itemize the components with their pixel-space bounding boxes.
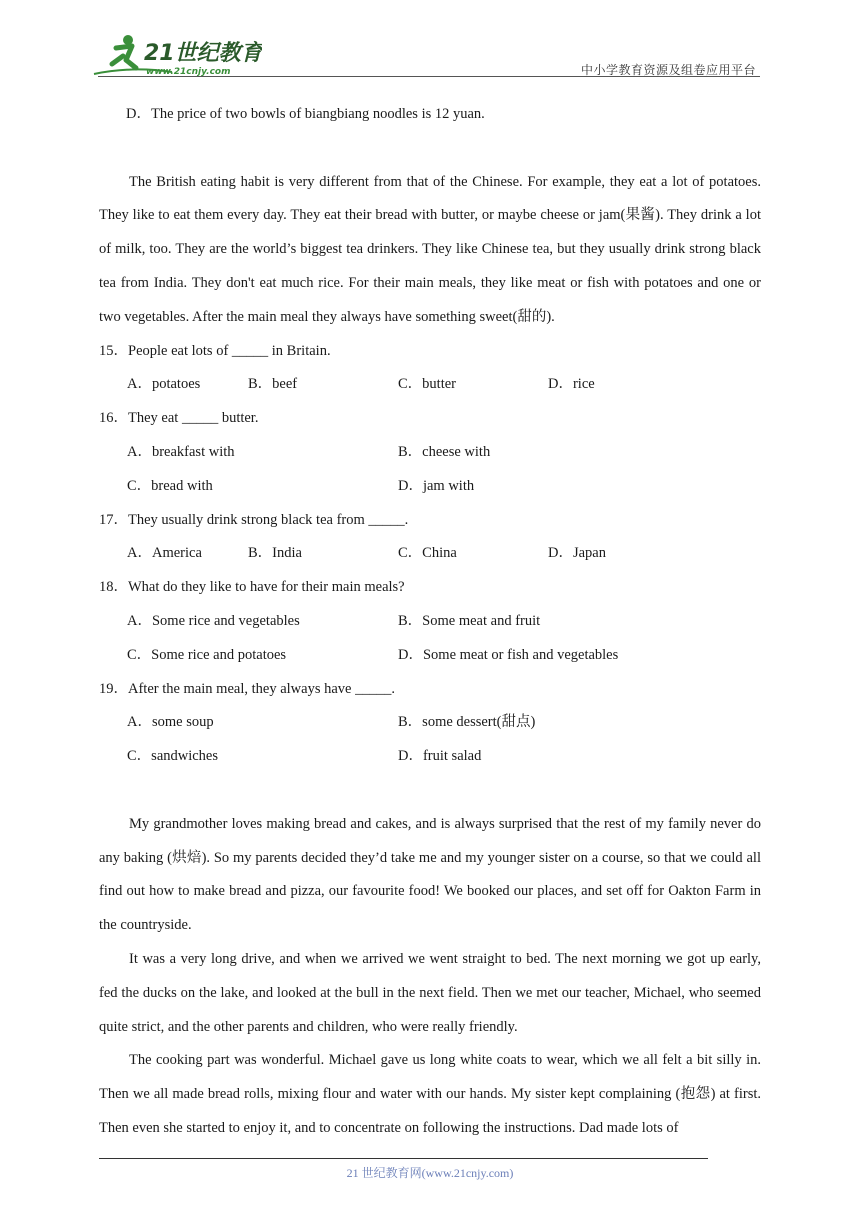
answer-option: A．breakfast with (127, 443, 235, 460)
answer-option: C．butter (398, 376, 456, 393)
answer-option: D．rice (548, 376, 595, 393)
option-line-d: D．The price of two bowls of biangbiang noodles is 12 yuan. (126, 106, 485, 122)
footer-divider (99, 1158, 708, 1159)
page-footer: 21 世纪教育网(www.21cnjy.com) (346, 1166, 514, 1180)
question-stem: 18．What do they like to have for their main meals? (99, 579, 405, 596)
options-row (99, 605, 761, 639)
answer-option: C．sandwiches (127, 748, 219, 765)
answer-option: A．America (127, 545, 202, 562)
passage-1: The British eating habit is very different from that of the Chinese. For example, they eat a lot of potatoes. They like to eat them every day. They eat their bread with butter, or maybe cheese or jam(果酱). They drink a lot of milk, too. They are the world’s biggest tea drinkers. They like Chinese tea, but they usually drink strong black tea from India. They don't eat much rice. For their main meals, they like meat or fish with potatoes and one or two vegetables. After the main meal they always have something sweet(甜的). (99, 173, 761, 325)
header-divider (98, 76, 760, 77)
answer-option: C．Some rice and potatoes (127, 646, 287, 663)
answer-option: B．Some meat and fruit (398, 612, 541, 629)
answer-option: C．China (398, 545, 457, 562)
options-row (99, 368, 761, 402)
answer-option: B．beef (248, 376, 298, 393)
options-row (99, 470, 761, 504)
header-platform-text: 中小学教育资源及组卷应用平台 (580, 63, 756, 77)
answer-option: B．cheese with (398, 443, 491, 460)
question-stem: 17．They usually drink strong black tea from _____. (99, 511, 409, 528)
options-row (99, 537, 761, 571)
options-row (99, 436, 761, 470)
passage-2 (99, 808, 761, 1146)
passage-2-paragraph: It was a very long drive, and when we arrived we went straight to bed. The next morning we got up early, fed the ducks on the lake, and looked at the bull in the next field. Then we met our teacher, Michael, who seemed quite strict, and the other parents and children, who were really friendly. (99, 950, 761, 1035)
passage-2-paragraph: My grandmother loves making bread and cakes, and is always surprised that the rest of my family never do any baking (烘焙). So my parents decided they’d take me and my younger sister on a course, so that we could all find out how to make bread and pizza, our favourite food! We booked our places, and set off for Oakton Farm in the countryside. (99, 815, 761, 934)
spacer (99, 132, 761, 166)
options-row (99, 639, 761, 673)
options-row (99, 740, 761, 774)
site-logo (92, 30, 262, 80)
question-stem: 16．They eat _____ butter. (99, 410, 259, 427)
question-stem: 15．People eat lots of _____ in Britain. (99, 342, 331, 359)
document-body (99, 98, 761, 1146)
answer-option: D．Some meat or fish and vegetables (398, 646, 619, 663)
page-header (0, 0, 860, 82)
spacer (99, 774, 761, 808)
answer-option: A．potatoes (127, 376, 201, 393)
logo-text: 21世纪教育 (144, 41, 262, 66)
answer-option: D．jam with (398, 477, 475, 494)
logo-url-text: www.21cnjy.com (146, 67, 231, 77)
answer-option: D．fruit salad (398, 748, 482, 765)
passage-2-paragraph: The cooking part was wonderful. Michael gave us long white coats to wear, which we all felt a bit silly in. Then we all made bread rolls, mixing flour and water with our hands. My sister kept complaining (抱怨) at first. Then even she started to enjoy it, and to concentrate on following the instructions. Dad made lots of (99, 1052, 761, 1136)
question-stem: 19．After the main meal, they always have _____. (99, 680, 395, 697)
answer-option: C．bread with (127, 477, 213, 494)
answer-option: A．some soup (127, 714, 214, 731)
answer-option: A．Some rice and vegetables (127, 612, 300, 629)
runner-logo-icon (92, 30, 262, 80)
answer-option: B．India (248, 545, 302, 562)
answer-option: D．Japan (548, 545, 606, 562)
question-list (99, 335, 761, 774)
answer-option: B．some dessert(甜点) (398, 714, 536, 731)
options-row (99, 706, 761, 740)
